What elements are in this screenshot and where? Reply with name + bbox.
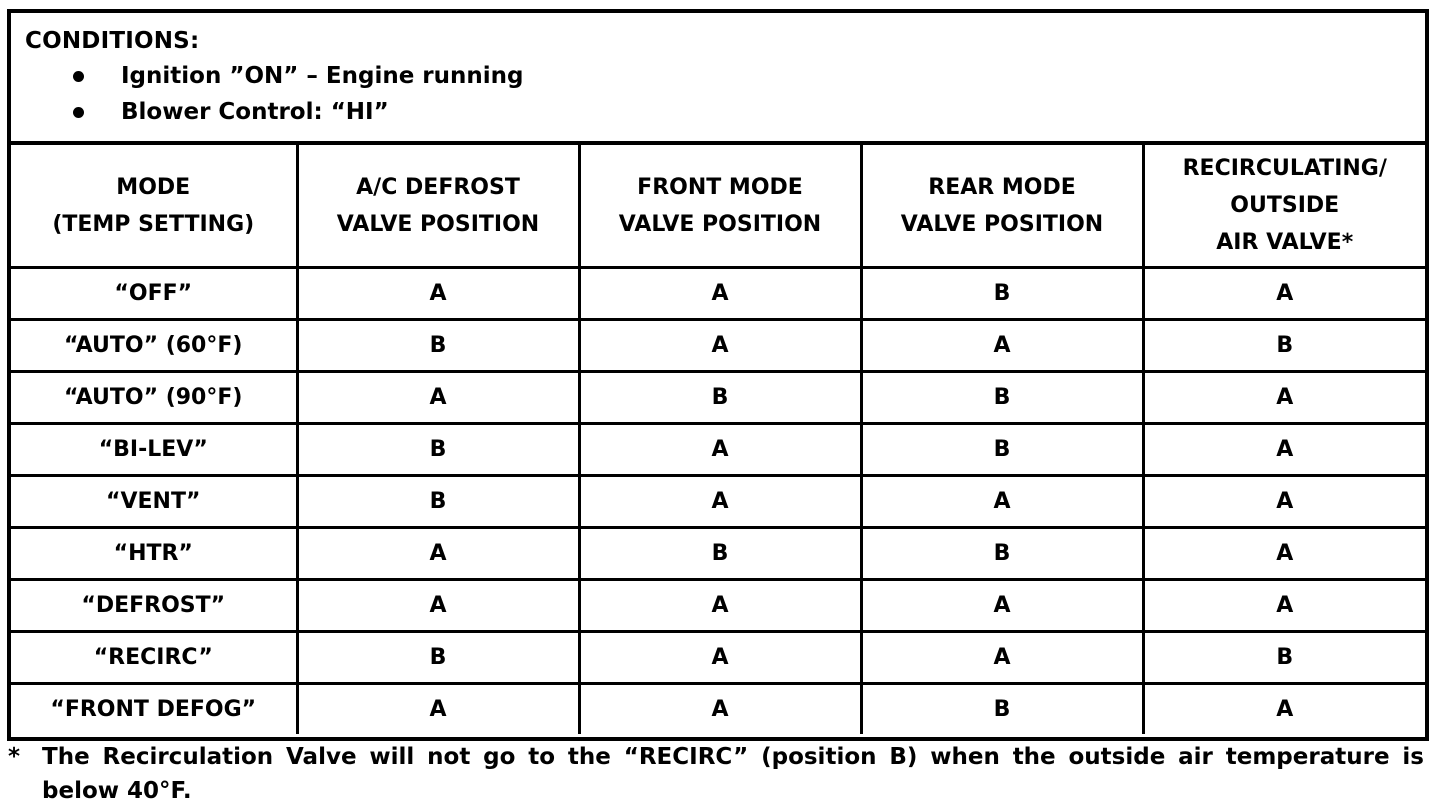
header-line: FRONT MODE (637, 174, 803, 200)
cell-mode: “HTR” (11, 528, 297, 580)
cell-ac-defrost: B (297, 476, 579, 528)
table-row (11, 580, 1425, 632)
cell-front-mode: A (579, 320, 861, 372)
table-row (11, 320, 1425, 372)
footnote-word: Recirculation (102, 744, 274, 770)
cell-recirc: A (1143, 372, 1425, 424)
header-line: MODE (116, 174, 191, 200)
cell-mode: “AUTO” (90°F) (11, 372, 297, 424)
header-line: A/C DEFROST (356, 174, 520, 200)
cell-rear-mode: B (861, 372, 1143, 424)
footnote-word: air (1178, 744, 1213, 770)
table-row (11, 528, 1425, 580)
header-ac-defrost (297, 145, 579, 268)
conditions-title: CONDITIONS: (25, 28, 200, 54)
footnote-word: when (930, 744, 1000, 770)
cell-ac-defrost: B (297, 424, 579, 476)
cell-front-mode: A (579, 580, 861, 632)
header-line: RECIRCULATING/ (1182, 156, 1387, 181)
header-line: VALVE POSITION (336, 211, 540, 237)
cell-recirc: A (1143, 528, 1425, 580)
condition-text: Ignition ”ON” – Engine running (121, 63, 524, 89)
footnote-word: (position (761, 744, 877, 770)
cell-ac-defrost: A (297, 684, 579, 735)
cell-mode: “BI-LEV” (11, 424, 297, 476)
valve-position-table (11, 145, 1425, 734)
cell-mode: “DEFROST” (11, 580, 297, 632)
header-recirc-air-valve (1143, 145, 1425, 268)
condition-text: Blower Control: “HI” (121, 99, 389, 125)
cell-front-mode: A (579, 268, 861, 320)
table-row (11, 684, 1425, 735)
header-line: REAR MODE (928, 174, 1076, 200)
table-row (11, 476, 1425, 528)
conditions-table-frame (7, 9, 1429, 741)
condition-item-ignition (73, 63, 524, 89)
cell-front-mode: A (579, 424, 861, 476)
header-line: AIR VALVE* (1216, 230, 1354, 255)
footnote-word: Valve (286, 744, 357, 770)
cell-recirc: A (1143, 268, 1425, 320)
condition-item-blower (73, 99, 389, 125)
cell-recirc: A (1143, 580, 1425, 632)
cell-recirc: A (1143, 476, 1425, 528)
cell-rear-mode: A (861, 476, 1143, 528)
cell-mode: “OFF” (11, 268, 297, 320)
footnote-word: temperature (1225, 744, 1390, 770)
cell-rear-mode: B (861, 684, 1143, 735)
cell-ac-defrost: A (297, 268, 579, 320)
cell-recirc: B (1143, 320, 1425, 372)
header-line: (TEMP SETTING) (52, 211, 255, 237)
footnote-word: to (528, 744, 556, 770)
cell-recirc: B (1143, 632, 1425, 684)
footnote-word: go (483, 744, 516, 770)
cell-mode: “AUTO” (60°F) (11, 320, 297, 372)
cell-mode: “VENT” (11, 476, 297, 528)
header-line: OUTSIDE (1230, 193, 1340, 218)
table-row (11, 424, 1425, 476)
cell-rear-mode: B (861, 268, 1143, 320)
cell-front-mode: A (579, 632, 861, 684)
table-row (11, 372, 1425, 424)
footnote-word: will (369, 744, 415, 770)
footnote-word: The (42, 744, 90, 770)
footnote-word: is (1402, 744, 1424, 770)
table-row (11, 268, 1425, 320)
cell-front-mode: B (579, 528, 861, 580)
cell-recirc: A (1143, 684, 1425, 735)
footnote-word: B) (889, 744, 918, 770)
cell-rear-mode: B (861, 424, 1143, 476)
header-mode (11, 145, 297, 268)
footnote-word: the (567, 744, 611, 770)
footnote-line-1 (42, 740, 1424, 774)
bullet-icon (73, 107, 84, 118)
cell-ac-defrost: B (297, 320, 579, 372)
cell-mode: “FRONT DEFOG” (11, 684, 297, 735)
footnote-word: outside (1068, 744, 1166, 770)
footnote-word: the (1012, 744, 1056, 770)
cell-front-mode: B (579, 372, 861, 424)
cell-rear-mode: B (861, 528, 1143, 580)
table-header-row (11, 145, 1425, 268)
bullet-icon (73, 71, 84, 82)
table-row (11, 632, 1425, 684)
cell-rear-mode: A (861, 632, 1143, 684)
footnote-word: “RECIRC” (623, 744, 749, 770)
cell-ac-defrost: A (297, 528, 579, 580)
cell-front-mode: A (579, 476, 861, 528)
conditions-box (11, 13, 1425, 145)
cell-mode: “RECIRC” (11, 632, 297, 684)
header-line: VALVE POSITION (618, 211, 822, 237)
cell-recirc: A (1143, 424, 1425, 476)
footnote-line-2: below 40°F. (42, 778, 192, 804)
header-line: VALVE POSITION (900, 211, 1104, 237)
cell-front-mode: A (579, 684, 861, 735)
footnote-word: not (427, 744, 471, 770)
cell-ac-defrost: A (297, 580, 579, 632)
cell-ac-defrost: B (297, 632, 579, 684)
cell-rear-mode: A (861, 320, 1143, 372)
footnote-marker: * (8, 744, 21, 770)
header-rear-mode (861, 145, 1143, 268)
cell-ac-defrost: A (297, 372, 579, 424)
header-front-mode (579, 145, 861, 268)
cell-rear-mode: A (861, 580, 1143, 632)
